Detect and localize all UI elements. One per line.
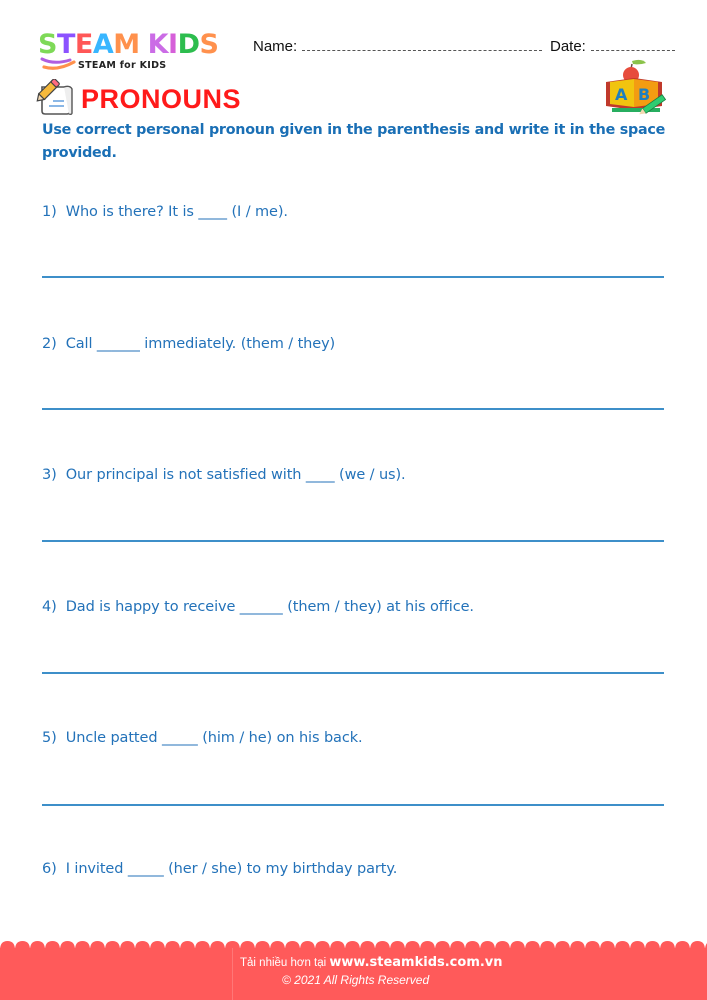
question-number: 5) <box>42 730 57 746</box>
question-6 <box>42 861 397 877</box>
date-field[interactable] <box>550 38 675 55</box>
name-input-line[interactable] <box>302 50 542 51</box>
question-text: Who is there? It is ____ (I / me). <box>65 204 288 220</box>
logo-letter: S <box>199 29 219 60</box>
pencil-paper-icon <box>36 79 76 117</box>
footer-prefix: Tải nhiều hơn tại <box>240 957 330 969</box>
logo-letter: K <box>147 29 169 60</box>
question-number: 6) <box>42 861 57 877</box>
logo-letter: I <box>168 29 178 60</box>
svg-text:A: A <box>615 85 628 104</box>
question-text: I invited _____ (her / she) to my birthday party. <box>65 861 398 877</box>
question-text: Call ______ immediately. (them / they) <box>65 336 336 352</box>
logo-letter: A <box>92 29 114 60</box>
logo-letter: T <box>56 29 75 60</box>
svg-text:B: B <box>638 85 651 104</box>
apple-book-ab-icon <box>602 58 670 118</box>
question-text: Our principal is not satisfied with ____ (we / us). <box>65 467 406 483</box>
question-text: Uncle patted _____ (him / he) on his back. <box>65 730 363 746</box>
date-input-line[interactable] <box>591 50 675 51</box>
question-number: 4) <box>42 599 57 615</box>
question-number: 2) <box>42 336 57 352</box>
answer-line-4[interactable] <box>42 672 664 674</box>
footer-download-text <box>240 953 503 971</box>
footer-copyright: © 2021 All Rights Reserved <box>282 973 430 987</box>
question-text: Dad is happy to receive ______ (them / they) at his office. <box>65 599 474 615</box>
footer-website-link[interactable]: www.steamkids.com.vn <box>329 955 503 970</box>
logo-swoosh-icon <box>40 56 76 72</box>
student-info-row <box>253 38 673 60</box>
footer-divider <box>232 948 233 1000</box>
instructions-text: Use correct personal pronoun given in the parenthesis and write it in the space provided. <box>42 122 666 161</box>
logo-letter: E <box>74 29 93 60</box>
answer-line-2[interactable] <box>42 408 664 410</box>
page-title: PRONOUNS <box>81 84 242 114</box>
logo-tagline: STEAM for KIDS <box>78 60 167 71</box>
logo-letter: S <box>38 29 57 60</box>
name-label: Name: <box>253 38 298 55</box>
name-field[interactable] <box>253 38 542 55</box>
question-1 <box>42 204 288 220</box>
question-number: 1) <box>42 204 57 220</box>
answer-line-1[interactable] <box>42 276 664 278</box>
question-4 <box>42 599 474 615</box>
date-label: Date: <box>550 38 586 55</box>
question-2 <box>42 336 335 352</box>
question-3 <box>42 467 406 483</box>
question-number: 3) <box>42 467 57 483</box>
answer-line-3[interactable] <box>42 540 664 542</box>
logo-letter: D <box>177 29 200 60</box>
steam-kids-logo <box>38 30 238 75</box>
answer-line-5[interactable] <box>42 804 664 806</box>
question-5 <box>42 730 363 746</box>
logo-letter: M <box>113 29 140 60</box>
